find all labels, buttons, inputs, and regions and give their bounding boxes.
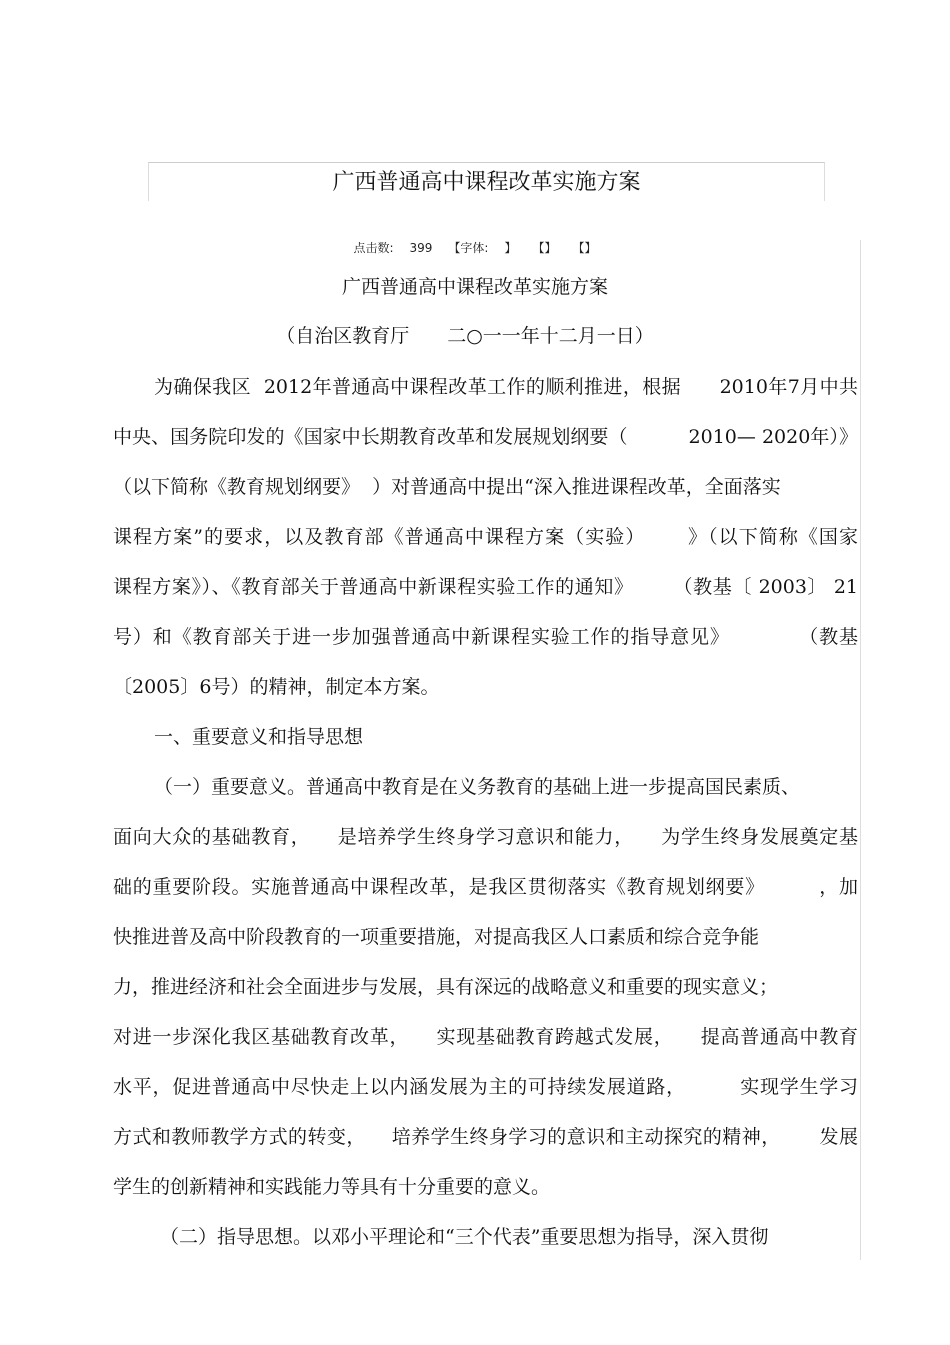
paragraph-line: 础的重要阶段。实施普通高中课程改革，是我区贯彻落实《教育规划纲要》 ，加: [113, 876, 858, 898]
hits-label: 点击数:: [353, 241, 394, 255]
paragraph-line: 学生的创新精神和实践能力等具有十分重要的意义。: [113, 1176, 551, 1198]
paragraph-line: 号）和《教育部关于进一步加强普通高中新课程实验工作的指导意见》 （教基: [113, 626, 858, 648]
issuer-line: （自治区教育厅 二○一一年十二月一日）: [276, 325, 654, 347]
font-size-close[interactable]: 】: [504, 241, 517, 255]
paragraph-line: 〔2005〕6号）的精神，制定本方案。: [113, 676, 440, 698]
page-title: 广西普通高中课程改革实施方案: [332, 170, 641, 195]
section-heading: 一、重要意义和指导思想: [154, 726, 364, 748]
font-size-label: 【字体:: [448, 241, 489, 255]
content-right-border: [860, 240, 861, 1260]
hits-value: 399: [409, 241, 433, 255]
paragraph-line: 课程方案”的要求，以及教育部《普通高中课程方案（实验） 》（以下简称《国家: [113, 526, 858, 548]
paragraph-line: 方式和教师教学方式的转变， 培养学生终身学习的意识和主动探究的精神， 发展: [113, 1126, 858, 1148]
article-meta-bar: [0, 239, 950, 256]
article-heading: 广西普通高中课程改革实施方案: [341, 276, 608, 298]
font-option-1[interactable]: 【】: [532, 241, 557, 255]
font-option-2[interactable]: 【】: [572, 241, 597, 255]
paragraph-line: （二）指导思想。以邓小平理论和“三个代表”重要思想为指导，深入贯彻: [160, 1226, 769, 1248]
title-box: [148, 162, 825, 201]
paragraph-line: 对进一步深化我区基础教育改革， 实现基础教育跨越式发展， 提高普通高中教育: [113, 1026, 858, 1048]
paragraph-line: （一）重要意义。普通高中教育是在义务教育的基础上进一步提高国民素质、: [154, 776, 801, 798]
paragraph-line: 快推进普及高中阶段教育的一项重要措施，对提高我区人口素质和综合竞争能: [113, 926, 760, 948]
paragraph-line: 课程方案》）、《教育部关于普通高中新课程实验工作的通知》 （教基〔 2003〕 21: [113, 576, 858, 598]
paragraph-line: 力，推进经济和社会全面进步与发展，具有深远的战略意义和重要的现实意义；: [113, 976, 779, 998]
paragraph-line: 中央、国务院印发的《国家中长期教育改革和发展规划纲要（ 2010— 2020年）》: [113, 426, 858, 448]
paragraph-line: 水平，促进普通高中尽快走上以内涵发展为主的可持续发展道路， 实现学生学习: [113, 1076, 858, 1098]
paragraph-line: 面向大众的基础教育， 是培养学生终身学习意识和能力， 为学生终身发展奠定基: [113, 826, 858, 848]
paragraph-line: 为确保我区 2012年普通高中课程改革工作的顺利推进，根据 2010年7月中共: [154, 376, 858, 398]
paragraph-line: （以下简称《教育规划纲要》 ）对普通高中提出“深入推进课程改革，全面落实: [113, 476, 781, 498]
